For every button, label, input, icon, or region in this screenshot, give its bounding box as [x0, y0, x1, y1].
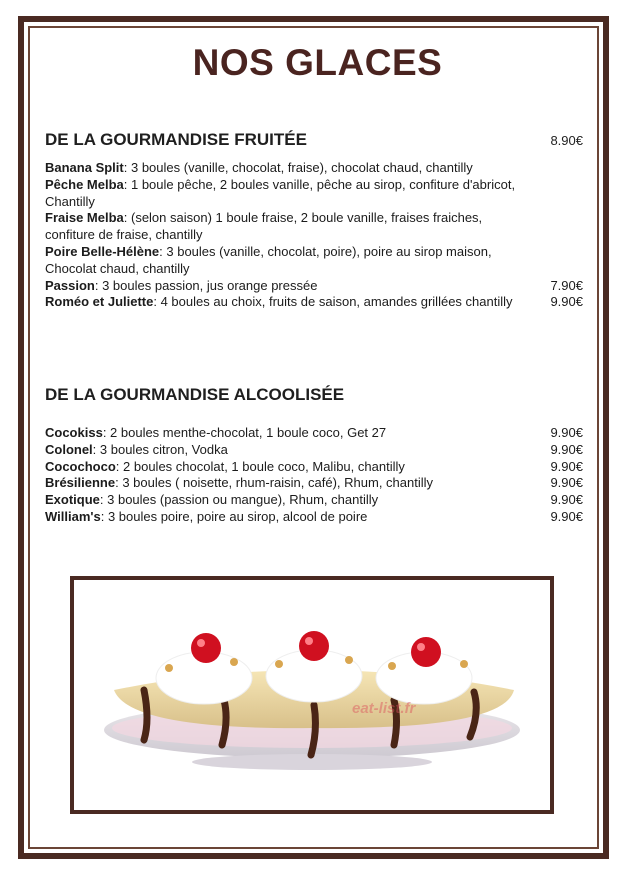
menu-item [45, 475, 583, 492]
watermark-text: eat-list.fr [352, 700, 416, 717]
item-price: 9.90€ [550, 458, 583, 474]
menu-item [45, 278, 583, 295]
item-price: 9.90€ [550, 508, 583, 524]
section-title-fruitee: DE LA GOURMANDISE FRUITÉE [45, 130, 307, 149]
item-description: : 2 boules chocolat, 1 boule coco, Malibu, chantilly [115, 458, 405, 474]
menu-item [45, 459, 583, 476]
item-description: : 3 boules passion, jus orange pressée [94, 277, 318, 293]
item-name: Roméo et Juliette [45, 294, 154, 310]
menu-item [45, 160, 583, 177]
item-description: : (selon saison) 1 boule fraise, 2 boule vanille, fraises fraiches, confiture de fraise, chantilly [45, 210, 483, 243]
menu-item [45, 509, 583, 526]
item-name: Exotique [45, 492, 100, 508]
item-name: Passion [45, 277, 95, 293]
menu-item [45, 177, 583, 211]
menu-item [45, 244, 583, 278]
item-description: : 3 boules citron, Vodka [92, 441, 228, 457]
page-title: NOS GLACES [192, 42, 443, 83]
item-name: Cocokiss [45, 425, 103, 440]
item-price: 9.90€ [550, 492, 583, 508]
item-description: : 3 boules poire, poire au sirop, alcool de poire [100, 508, 368, 524]
banana-split-illustration [74, 580, 550, 810]
item-description: : 3 boules (vanille, chocolat, poire), poire au sirop maison, Chocolat chaud, chantilly [45, 243, 492, 276]
item-name: Cocochoco [45, 458, 116, 474]
item-name: Banana Split [45, 160, 124, 175]
item-name: Pêche Melba [45, 176, 124, 192]
item-description: : 1 boule pêche, 2 boules vanille, pêche au sirop, confiture d'abricot, Chantilly [45, 176, 516, 209]
item-description: : 3 boules ( noisette, rhum-raisin, café), Rhum, chantilly [115, 475, 434, 491]
section-title-alcoolisee: DE LA GOURMANDISE ALCOOLISÉE [45, 385, 345, 404]
menu-item [45, 294, 583, 311]
item-description: : 3 boules (passion ou mangue), Rhum, chantilly [99, 492, 379, 508]
menu-item [45, 210, 583, 244]
banana-split-photo [70, 576, 554, 814]
menu-item [45, 442, 583, 459]
item-price: 9.90€ [550, 294, 583, 310]
menu-list-fruitee [45, 160, 583, 311]
menu-item [45, 492, 583, 509]
menu-list-alcoolisee [45, 425, 583, 526]
item-name: Colonel [45, 441, 93, 457]
item-name: Brésilienne [45, 475, 116, 491]
item-description: : 3 boules (vanille, chocolat, fraise), chocolat chaud, chantilly [123, 160, 473, 175]
item-price: 9.90€ [550, 441, 583, 457]
item-name: William's [45, 508, 101, 524]
item-price: 9.90€ [550, 475, 583, 491]
item-description: : 4 boules au choix, fruits de saison, amandes grillées chantilly [153, 294, 513, 310]
item-name: Poire Belle-Hélène [45, 243, 160, 259]
item-name: Fraise Melba [45, 210, 124, 226]
item-description: : 2 boules menthe-chocolat, 1 boule coco, Get 27 [102, 425, 387, 440]
menu-item [45, 425, 583, 442]
item-price: 9.90€ [550, 425, 583, 440]
section-price-fruitee: 8.90€ [550, 133, 583, 148]
item-price: 7.90€ [550, 277, 583, 293]
